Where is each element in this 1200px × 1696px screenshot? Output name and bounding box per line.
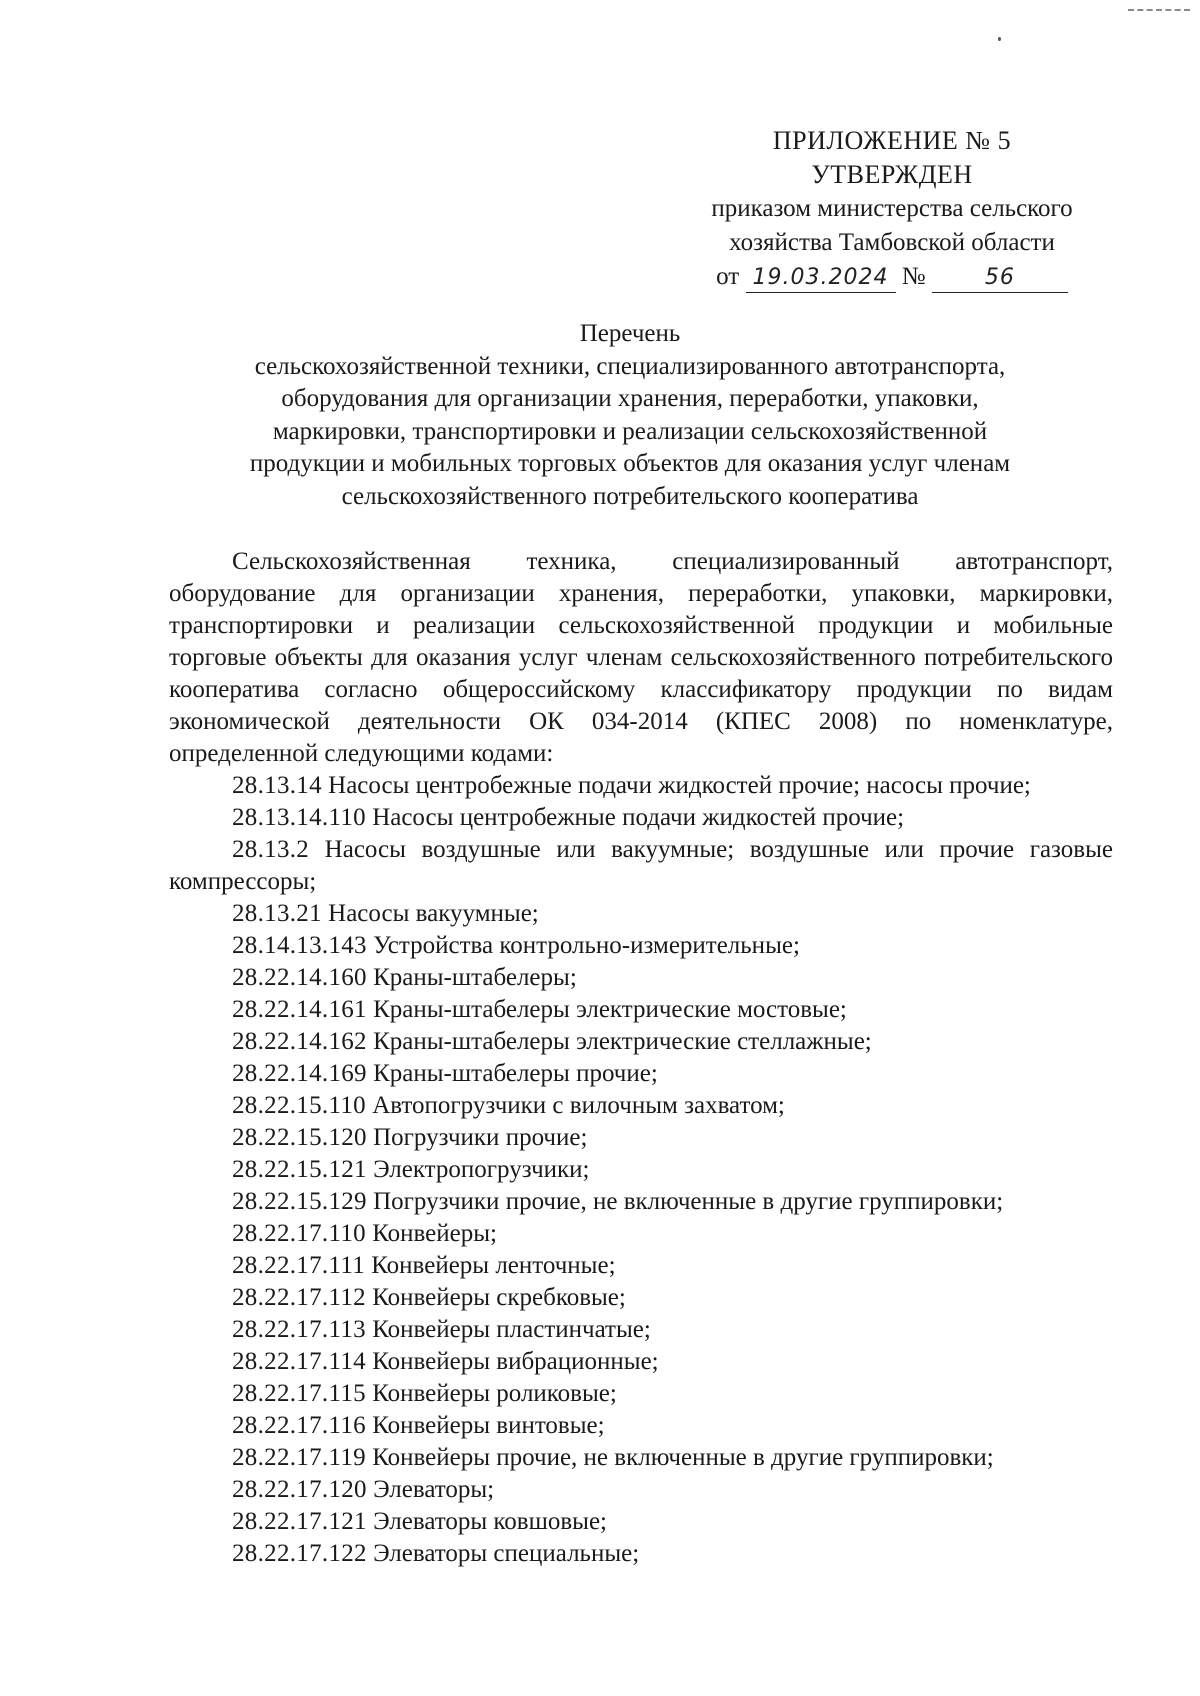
okpd-code: 28.22.15.120 — [232, 1124, 367, 1151]
document-body — [169, 546, 1113, 1570]
order-date-number-line — [682, 260, 1102, 294]
code-list-item — [169, 1058, 1113, 1090]
code-list-item — [169, 1314, 1113, 1346]
title-line: маркировки, транспортировки и реализации сельскохозяйственной — [272, 417, 988, 445]
okpd-code: 28.14.13.143 — [232, 932, 367, 959]
item-description: Элеваторы; — [366, 1476, 495, 1503]
okpd-code: 28.22.14.162 — [232, 1028, 367, 1055]
okpd-code: 28.22.17.110 — [232, 1220, 366, 1247]
okpd-code: 28.13.14 — [232, 772, 322, 799]
appendix-number: ПРИЛОЖЕНИЕ № 5 — [772, 126, 1012, 155]
code-list — [169, 770, 1113, 1570]
okpd-code: 28.22.14.160 — [232, 964, 367, 991]
order-line-1: приказом министерства сельского — [711, 195, 1073, 222]
item-description: Погрузчики прочие; — [366, 1124, 588, 1151]
code-list-item — [169, 898, 1113, 930]
code-list-item — [169, 1346, 1113, 1378]
item-description: Конвейеры; — [365, 1220, 497, 1247]
okpd-code: 28.22.15.110 — [232, 1092, 366, 1119]
from-label: от — [716, 263, 740, 290]
title-line: сельскохозяйственного потребительского кооператива — [341, 482, 919, 510]
item-description: Насосы вакуумные; — [321, 900, 539, 927]
code-list-item — [169, 770, 1113, 802]
code-list-item — [169, 1218, 1113, 1250]
code-list-item — [169, 1538, 1113, 1570]
code-list-item — [169, 930, 1113, 962]
okpd-code: 28.22.17.111 — [232, 1252, 365, 1279]
item-description: Конвейеры ленточные; — [365, 1252, 616, 1279]
okpd-code: 28.22.17.121 — [232, 1508, 367, 1535]
code-list-item — [169, 1282, 1113, 1314]
item-description: Конвейеры пластинчатые; — [365, 1316, 651, 1343]
okpd-code: 28.22.17.113 — [232, 1316, 366, 1343]
okpd-code: 28.22.17.119 — [232, 1444, 366, 1471]
scan-speck — [998, 37, 1001, 41]
approval-stamp — [682, 124, 1102, 294]
okpd-code: 28.13.14.110 — [232, 804, 366, 831]
code-list-item — [169, 1378, 1113, 1410]
okpd-code: 28.22.17.122 — [232, 1540, 367, 1567]
code-list-item — [169, 1090, 1113, 1122]
code-list-item — [169, 1442, 1113, 1474]
item-description: Краны-штабелеры прочие; — [366, 1060, 658, 1087]
item-description: Конвейеры винтовые; — [365, 1412, 605, 1439]
okpd-code: 28.22.14.161 — [232, 996, 367, 1023]
okpd-code: 28.22.17.112 — [232, 1284, 366, 1311]
item-description: Насосы воздушные или вакуумные; воздушные или прочие газовые компрессоры; — [169, 836, 1113, 895]
code-list-item — [169, 802, 1113, 834]
code-list-item — [169, 1154, 1113, 1186]
title-line: сельскохозяйственной техники, специализированного автотранспорта, — [254, 352, 1006, 380]
item-description: Конвейеры скребковые; — [365, 1284, 626, 1311]
code-list-item — [169, 1026, 1113, 1058]
item-description: Конвейеры прочие, не включенные в другие группировки; — [365, 1444, 994, 1471]
okpd-code: 28.22.17.115 — [232, 1380, 366, 1407]
okpd-code: 28.22.17.116 — [232, 1412, 366, 1439]
item-description: Устройства контрольно-измерительные; — [366, 932, 800, 959]
intro-paragraph: Сельскохозяйственная техника, специализированный автотранспорт, оборудование для организации хранения, переработки, упаковки, маркировки, транспортировки и реализации сельскохозяйственной продукции и мобильные торговые объекты для оказания услуг членам сельскохозяйственного потребительского кооператива согласно общероссийскому классификатору продукции по видам экономической деятельности ОК 034-2014 (КПЕС 2008) по номенклатуре, определенной следующими кодами: — [169, 548, 1113, 767]
okpd-code: 28.22.17.114 — [232, 1348, 366, 1375]
number-label: № — [901, 263, 926, 290]
scan-corner-mark — [1128, 9, 1190, 11]
item-description: Погрузчики прочие, не включенные в другие группировки; — [366, 1188, 1004, 1215]
okpd-code: 28.13.21 — [232, 900, 322, 927]
item-description: Электропогрузчики; — [366, 1156, 590, 1183]
okpd-code: 28.13.2 — [232, 836, 310, 863]
okpd-code: 28.22.14.169 — [232, 1060, 367, 1087]
title-line: продукции и мобильных торговых объектов для оказания услуг членам — [249, 450, 1011, 477]
code-list-item — [169, 1506, 1113, 1538]
code-list-item — [169, 1250, 1113, 1282]
item-description: Краны-штабелеры электрические мостовые; — [366, 996, 847, 1023]
item-description: Краны-штабелеры; — [366, 964, 577, 991]
document-title — [180, 318, 1080, 513]
order-line-2: хозяйства Тамбовской области — [729, 229, 1055, 256]
item-description: Автопогрузчики с вилочным захватом; — [365, 1092, 785, 1119]
code-list-item — [169, 1410, 1113, 1442]
item-description: Насосы центробежные подачи жидкостей прочие; — [365, 804, 905, 831]
code-list-item — [169, 834, 1113, 898]
item-description: Элеваторы ковшовые; — [366, 1508, 607, 1535]
handwritten-date: 19.03.2024 — [746, 264, 896, 293]
code-list-item — [169, 994, 1113, 1026]
code-list-item — [169, 1122, 1113, 1154]
code-list-item — [169, 962, 1113, 994]
title-line: оборудования для организации хранения, переработки, упаковки, — [281, 385, 979, 412]
title-heading: Перечень — [579, 320, 681, 347]
item-description: Элеваторы специальные; — [366, 1540, 640, 1567]
okpd-code: 28.22.15.129 — [232, 1188, 367, 1215]
okpd-code: 28.22.15.121 — [232, 1156, 367, 1183]
approved-label: УТВЕРЖДЕН — [811, 160, 973, 189]
okpd-code: 28.22.17.120 — [232, 1476, 367, 1503]
handwritten-number: 56 — [932, 264, 1068, 293]
item-description: Насосы центробежные подачи жидкостей прочие; насосы прочие; — [321, 772, 1031, 799]
item-description: Конвейеры вибрационные; — [365, 1348, 659, 1375]
item-description: Краны-штабелеры электрические стеллажные; — [366, 1028, 872, 1055]
code-list-item — [169, 1186, 1113, 1218]
item-description: Конвейеры роликовые; — [365, 1380, 617, 1407]
code-list-item — [169, 1474, 1113, 1506]
